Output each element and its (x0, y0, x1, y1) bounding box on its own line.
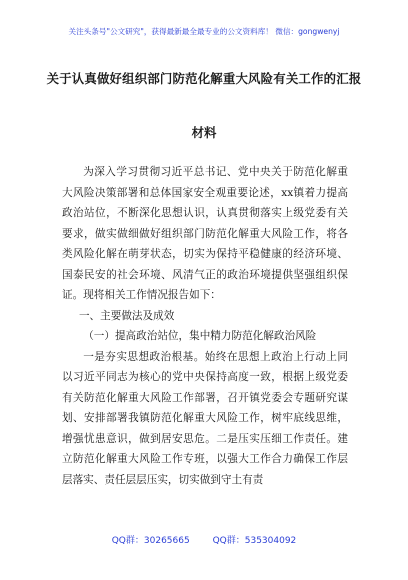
subsection-heading: （一）提高政治站位，集中精力防范化解政治风险 (83, 330, 317, 342)
section-heading: 一、主要做法及成效 (78, 309, 175, 322)
document-body (62, 162, 348, 490)
body-paragraph: 一是夯实思想政治根基。始终在思想上政治上行动上同以习近平同志为核心的党中央保持高度一致，根据上级党委有关防范化解重大风险工作部署，召开镇党委会专题研究谋划、安排部署我镇防范化解重大风险工作，树牢底线思维，增强忧患意识，做到居安思危。二是压实压细工作责任。建立防范化解重大风险工作专班，以强大工作合力确保工作层层落实、责任层层压实，切实做到守土有责 (62, 350, 348, 486)
footer-qq-group-2: QQ群：535304092 (212, 536, 297, 546)
footer-qq-group-1: QQ群：30265665 (111, 536, 190, 546)
footer-contacts (0, 533, 408, 546)
document-title: 关于认真做好组织部门防范化解重大风险有关工作的汇报 (46, 71, 362, 86)
intro-paragraph: 为深入学习贯彻习近平总书记、党中央关于防范化解重大风险决策部署和总体国家安全观重要论述，xx镇着力提高政治站位，不断深化思想认识，认真贯彻落实上级党委有关要求，做实做细做好组织部门防范化解重大风险工作，将各类风险化解在萌芽状态，切实为保持平稳健康的经济环境、国泰民安的社会环境、风清气正的政治环境提供坚强组织保证。现将相关工作情况报告如下： (62, 166, 348, 301)
document-subtitle: 材料 (191, 125, 217, 140)
header-notice: 关注头条号"公文研究"，获得最新最全最专业的公文资料库！ 微信：gongwenyj (68, 27, 340, 36)
